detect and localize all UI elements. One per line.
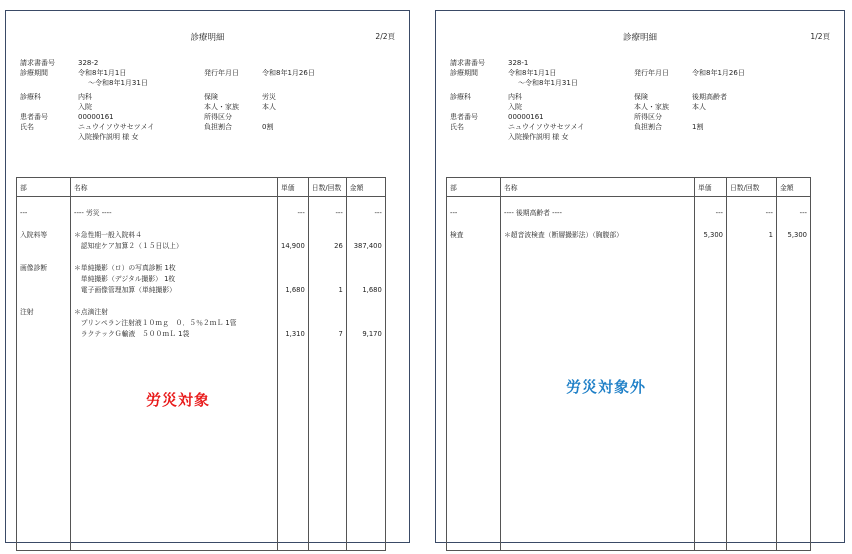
cell-dept	[447, 197, 501, 208]
cell-price: 1,310	[278, 329, 309, 340]
name-label: 氏名	[20, 123, 34, 131]
cell-qty	[308, 197, 346, 208]
dept: 内科	[508, 93, 522, 101]
filler-cell	[777, 241, 811, 551]
document-title: 診療明細	[190, 33, 225, 43]
cell-name	[71, 252, 278, 263]
cell-amount	[346, 219, 385, 230]
burden-label: 負担割合	[634, 123, 662, 131]
col-name: 名称	[71, 178, 278, 197]
period-from: 令和8年1月1日	[508, 69, 557, 77]
burden: 1割	[692, 123, 704, 131]
cell-qty	[308, 307, 346, 318]
cell-amount: ---	[777, 208, 811, 219]
table-row	[17, 219, 386, 230]
cell-qty: 1	[308, 285, 346, 296]
table-row	[17, 263, 386, 274]
cell-dept: 検査	[447, 230, 501, 241]
statement-page-2	[5, 10, 410, 543]
burden-label: 負担割合	[204, 123, 232, 131]
filler-cell	[278, 340, 309, 551]
cell-amount: 387,400	[346, 241, 385, 252]
period-label: 診療期間	[20, 69, 48, 77]
insured-type-label: 本人・家族	[634, 103, 669, 111]
cell-name: ＊単純撮影（ロ）の写真診断 1枚	[71, 263, 278, 274]
cell-qty	[308, 274, 346, 285]
table-row	[447, 197, 811, 208]
name-kana: ニュウイソウサセツメイ	[508, 123, 585, 131]
cell-amount: 1,680	[346, 285, 385, 296]
col-dept: 部	[447, 178, 501, 197]
cell-dept	[17, 318, 71, 329]
col-name: 名称	[501, 178, 695, 197]
insured-type-label: 本人・家族	[204, 103, 239, 111]
filler-cell	[695, 241, 727, 551]
cell-amount	[346, 307, 385, 318]
cell-dept	[17, 252, 71, 263]
issue-label: 発行年月日	[204, 69, 239, 77]
cell-dept	[17, 219, 71, 230]
filler-cell	[71, 340, 278, 551]
dept-label: 診療科	[450, 93, 471, 101]
cell-price	[695, 219, 727, 230]
cell-name	[71, 296, 278, 307]
period-to: ～令和8年1月31日	[518, 79, 578, 87]
col-price: 単価	[695, 178, 727, 197]
cell-name	[71, 219, 278, 230]
cell-qty	[727, 197, 777, 208]
line-items-table	[446, 177, 811, 551]
cell-dept	[447, 219, 501, 230]
dept: 内科	[78, 93, 92, 101]
name-label: 氏名	[450, 123, 464, 131]
cell-price: 1,680	[278, 285, 309, 296]
non-workers-comp-label: 労災対象外	[566, 378, 647, 396]
cell-name: ---- 労災 ----	[71, 208, 278, 219]
cell-price	[278, 263, 309, 274]
filler-cell	[308, 340, 346, 551]
cell-price	[278, 230, 309, 241]
cell-dept	[17, 274, 71, 285]
cell-qty: ---	[308, 208, 346, 219]
billing-no: 328-1	[508, 59, 529, 67]
cell-name	[501, 197, 695, 208]
cell-qty: ---	[727, 208, 777, 219]
period-label: 診療期間	[450, 69, 478, 77]
cell-qty	[308, 318, 346, 329]
filler-cell	[346, 340, 385, 551]
table-row	[447, 208, 811, 219]
table-row	[17, 241, 386, 252]
billing-no-label: 請求書番号	[20, 59, 55, 67]
table-row	[447, 230, 811, 241]
issue-date: 令和8年1月26日	[262, 69, 315, 77]
cell-amount	[346, 263, 385, 274]
cell-price	[278, 252, 309, 263]
table-row	[17, 329, 386, 340]
income-label: 所得区分	[204, 113, 232, 121]
income-label: 所得区分	[634, 113, 662, 121]
table-row	[17, 285, 386, 296]
patient-info	[20, 58, 400, 142]
cell-price	[695, 197, 727, 208]
table-row	[447, 219, 811, 230]
cell-amount	[346, 230, 385, 241]
cell-dept	[17, 329, 71, 340]
filler-cell	[17, 340, 71, 551]
cell-amount	[346, 318, 385, 329]
cell-name: ＊点滴注射	[71, 307, 278, 318]
insured-type: 本人	[262, 103, 276, 111]
table-row	[17, 274, 386, 285]
cell-amount: 9,170	[346, 329, 385, 340]
cell-name: ---- 後期高齢者 ----	[501, 208, 695, 219]
table-row	[17, 197, 386, 208]
cell-qty	[727, 219, 777, 230]
cell-dept: 画像診断	[17, 263, 71, 274]
cell-name: 単純撮影（デジタル撮影） 1枚	[71, 274, 278, 285]
cell-qty: 1	[727, 230, 777, 241]
period-from: 令和8年1月1日	[78, 69, 127, 77]
cell-price	[278, 307, 309, 318]
cell-price: ---	[278, 208, 309, 219]
cell-dept	[17, 285, 71, 296]
table-row	[17, 307, 386, 318]
page-number: 2/2頁	[375, 32, 395, 41]
cell-dept: 入院料等	[17, 230, 71, 241]
patient-no: 00000161	[78, 113, 114, 121]
page-number: 1/2頁	[810, 32, 830, 41]
cell-qty	[308, 219, 346, 230]
table-row	[17, 252, 386, 263]
patient-no-label: 患者番号	[450, 113, 478, 121]
cell-amount: 5,300	[777, 230, 811, 241]
col-qty: 日数/回数	[727, 178, 777, 197]
insurance: 労災	[262, 93, 276, 101]
cell-price	[278, 274, 309, 285]
cell-amount	[777, 219, 811, 230]
cell-qty	[308, 263, 346, 274]
issue-label: 発行年月日	[634, 69, 669, 77]
cell-dept	[17, 296, 71, 307]
insurance-label: 保険	[204, 93, 218, 101]
statement-page-1	[435, 10, 845, 543]
dept-label: 診療科	[20, 93, 41, 101]
cell-name	[71, 197, 278, 208]
col-dept: 部	[17, 178, 71, 197]
col-amount: 金額	[346, 178, 385, 197]
patient-info	[450, 58, 830, 142]
insured-type: 本人	[692, 103, 706, 111]
cell-price: 5,300	[695, 230, 727, 241]
name-kana: ニュウイソウサセツメイ	[78, 123, 155, 131]
burden: 0割	[262, 123, 274, 131]
cell-price	[278, 219, 309, 230]
cell-dept: ---	[447, 208, 501, 219]
cell-name	[501, 219, 695, 230]
cell-name: プリンペラン注射液１０ｍｇ ０．５％２ｍＬ 1管	[71, 318, 278, 329]
cell-amount: ---	[346, 208, 385, 219]
period-to: ～令和8年1月31日	[88, 79, 148, 87]
cell-price	[278, 296, 309, 307]
cell-amount	[777, 197, 811, 208]
table-row	[17, 230, 386, 241]
table-row	[17, 208, 386, 219]
name-kanji: 入院操作説明 様 女	[508, 133, 569, 141]
col-qty: 日数/回数	[308, 178, 346, 197]
cell-name: 電子画像管理加算（単純撮影）	[71, 285, 278, 296]
cell-name: ラクテックＧ輸液 ５００ｍＬ 1袋	[71, 329, 278, 340]
cell-amount	[346, 252, 385, 263]
cell-name: ＊超音波検査（断層撮影法）（胸腹部）	[501, 230, 695, 241]
workers-comp-target-label: 労災対象	[146, 391, 211, 409]
table-row	[17, 296, 386, 307]
col-amount: 金額	[777, 178, 811, 197]
col-price: 単価	[278, 178, 309, 197]
cell-amount	[346, 274, 385, 285]
name-kanji: 入院操作説明 様 女	[78, 133, 139, 141]
cell-price: 14,900	[278, 241, 309, 252]
billing-no: 328-2	[78, 59, 99, 67]
patient-no: 00000161	[508, 113, 544, 121]
admission: 入院	[78, 103, 92, 111]
cell-price	[278, 318, 309, 329]
filler-cell	[727, 241, 777, 551]
cell-dept: 注射	[17, 307, 71, 318]
issue-date: 令和8年1月26日	[692, 69, 745, 77]
cell-price	[278, 197, 309, 208]
cell-dept: ---	[17, 208, 71, 219]
cell-dept	[17, 241, 71, 252]
insurance-label: 保険	[634, 93, 648, 101]
patient-no-label: 患者番号	[20, 113, 48, 121]
cell-qty: 26	[308, 241, 346, 252]
filler-cell	[447, 241, 501, 551]
line-items-table	[16, 177, 386, 551]
cell-amount	[346, 197, 385, 208]
cell-price: ---	[695, 208, 727, 219]
cell-qty	[308, 296, 346, 307]
table-filler-row	[17, 340, 386, 551]
cell-name: 認知症ケア加算２（１５日以上）	[71, 241, 278, 252]
insurance: 後期高齢者	[692, 93, 727, 101]
cell-qty	[308, 252, 346, 263]
cell-qty	[308, 230, 346, 241]
document-title: 診療明細	[622, 33, 657, 43]
billing-no-label: 請求書番号	[450, 59, 485, 67]
cell-amount	[346, 296, 385, 307]
table-row	[17, 318, 386, 329]
cell-name: ＊急性期一般入院料４	[71, 230, 278, 241]
admission: 入院	[508, 103, 522, 111]
cell-qty: 7	[308, 329, 346, 340]
cell-dept	[17, 197, 71, 208]
